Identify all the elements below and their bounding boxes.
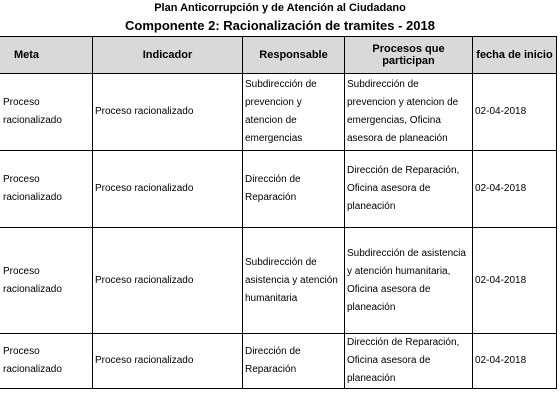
cell-indicador: Proceso racionalizado: [93, 151, 243, 228]
table-row: [0, 334, 557, 389]
column-header-procesos: Procesos que participan: [345, 37, 473, 74]
table-row: [0, 151, 557, 228]
cell-indicador: Proceso racionalizado: [93, 228, 243, 334]
cell-responsable: Subdirección de asistencia y atención humanitaria: [243, 228, 345, 334]
cell-responsable: Dirección de Reparación: [243, 334, 345, 389]
column-header-fecha-inicio: fecha de inicio: [473, 37, 557, 74]
component-title: Componente 2: Racionalización de tramites - 2018: [125, 18, 435, 33]
column-header-responsable: Responsable: [243, 37, 345, 74]
cell-meta: Proceso racionalizado: [0, 151, 93, 228]
cell-fecha-inicio: 02-04-2018: [473, 151, 557, 228]
cell-procesos: Dirección de Reparación, Oficina asesora de planeación: [345, 151, 473, 228]
column-header-indicador: Indicador: [93, 37, 243, 74]
table-header-row: [0, 37, 557, 74]
cell-meta: Proceso racionalizado: [0, 74, 93, 151]
cell-meta: Proceso racionalizado: [0, 334, 93, 389]
cell-procesos: Subdirección de prevencion y atencion de emergencias, Oficina asesora de planeación: [345, 74, 473, 151]
cell-responsable: Dirección de Reparación: [243, 151, 345, 228]
column-header-meta: Meta: [0, 37, 93, 74]
cell-fecha-inicio: 02-04-2018: [473, 228, 557, 334]
plan-title: Plan Anticorrupción y de Atención al Ciudadano: [154, 2, 406, 14]
cell-responsable: Subdirección de prevencion y atencion de emergencias: [243, 74, 345, 151]
cell-meta: Proceso racionalizado: [0, 228, 93, 334]
cell-fecha-inicio: 02-04-2018: [473, 334, 557, 389]
table-row: [0, 74, 557, 151]
cell-procesos: Dirección de Reparación, Oficina asesora de planeación: [345, 334, 473, 389]
racionalizacion-table: [0, 36, 557, 389]
cell-indicador: Proceso racionalizado: [93, 334, 243, 389]
cell-indicador: Proceso racionalizado: [93, 74, 243, 151]
table-row: [0, 228, 557, 334]
cell-fecha-inicio: 02-04-2018: [473, 74, 557, 151]
cell-procesos: Subdirección de asistencia y atención humanitaria, Oficina asesora de planeación: [345, 228, 473, 334]
